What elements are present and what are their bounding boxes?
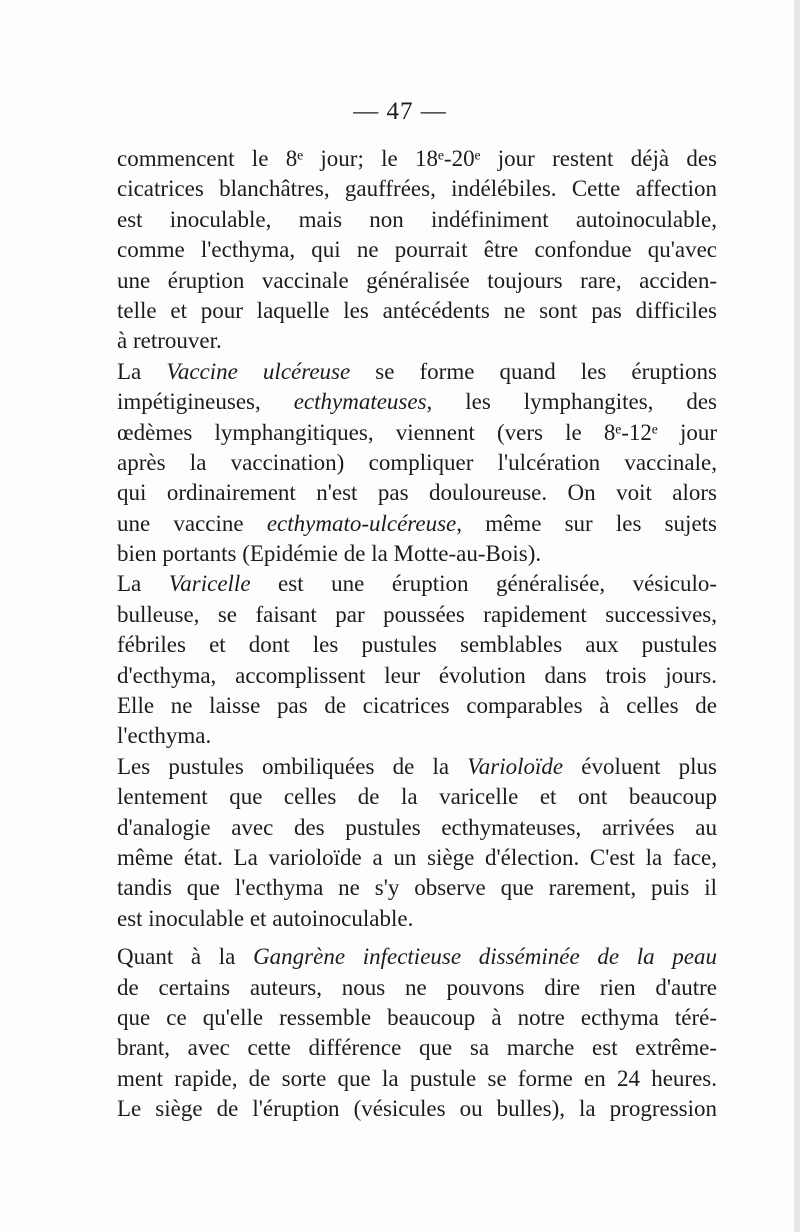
text-line: après la vaccination) compliquer l'ulcération vaccinale,	[117, 449, 717, 475]
italic-term: Vaccine ulcéreuse	[166, 358, 351, 384]
italic-term: Varioloïde	[467, 753, 564, 779]
text-segment: La	[117, 571, 169, 597]
paragraph-gap	[117, 934, 717, 942]
text-segment: impétigineuses,	[117, 389, 294, 415]
text-line: est inoculable, mais non indéfiniment autoinoculable,	[117, 206, 717, 232]
italic-term: Gangrène infectieuse disséminée de la peau	[253, 944, 718, 970]
paragraph	[117, 752, 717, 934]
text-segment: Quant à la	[117, 944, 254, 970]
paragraph	[117, 569, 717, 751]
text-line: Elle ne laisse pas de cicatrices comparables à celles de	[117, 693, 717, 719]
text-line: tandis que l'ecthyma ne s'y observe que rarement, puis il	[117, 875, 717, 901]
text-segment: se forme quand les éruptions	[350, 358, 717, 384]
text-line	[117, 569, 717, 599]
text-segment: Les pustules ombiliquées de la	[117, 753, 468, 779]
text-line: même état. La varioloïde a un siège d'élection. C'est la face,	[117, 844, 717, 870]
text-line: à retrouver.	[117, 328, 222, 354]
text-line: telle et pour laquelle les antécédents ne sont pas difficiles	[117, 297, 717, 323]
italic-term: ecthymato-ulcéreuse	[266, 510, 457, 536]
text-line: ment rapide, de sorte que la pustule se forme en 24 heures.	[117, 1065, 717, 1091]
text-line: d'ecthyma, accomplissent leur évolution dans trois jours.	[117, 662, 717, 688]
text-line: d'analogie avec des pustules ecthymateuses, arrivées au	[117, 814, 717, 840]
page-edge-shadow	[794, 0, 800, 1232]
text-line: œdèmes lymphangitiques, viennent (vers le 8ᵉ-12ᵉ jour	[117, 419, 717, 445]
text-line: commencent le 8ᵉ jour; le 18ᵉ-20ᵉ jour restent déjà des	[117, 146, 717, 171]
text-segment: La	[117, 358, 167, 384]
text-line: Le siège de l'éruption (vésicules ou bulles), la progression	[117, 1096, 717, 1122]
page-number: — 47 —	[353, 98, 447, 125]
text-line: cicatrices blanchâtres, gauffrées, indélébiles. Cette affection	[117, 176, 717, 202]
text-segment: évoluent plus	[563, 753, 717, 779]
text-line: lentement que celles de la varicelle et ont beaucoup	[117, 784, 717, 810]
text-line	[117, 387, 717, 417]
text-line: une éruption vaccinale généralisée toujours rare, acciden-	[117, 267, 717, 293]
paragraph	[117, 357, 717, 570]
body-text	[117, 144, 717, 1125]
text-segment: , les lymphangites, des	[426, 389, 718, 415]
text-line	[117, 752, 717, 782]
text-line	[117, 942, 717, 972]
text-line: fébriles et dont les pustules semblables aux pustules	[117, 632, 717, 658]
text-line: brant, avec cette différence que sa marche est extrême-	[117, 1035, 717, 1061]
text-line: bulleuse, se faisant par poussées rapidement successives,	[117, 601, 717, 627]
text-line: est inoculable et autoinoculable.	[117, 905, 414, 931]
paragraph	[117, 942, 717, 1124]
text-line: bien portants (Epidémie de la Motte-au-Bois).	[117, 541, 542, 567]
text-line: qui ordinairement n'est pas douloureuse. On voit alors	[117, 480, 717, 506]
italic-term: Varicelle	[168, 571, 251, 597]
text-segment: est une éruption généralisée, vésiculo-	[250, 571, 717, 597]
text-line: l'ecthyma.	[117, 723, 212, 749]
text-line: comme l'ecthyma, qui ne pourrait être confondue qu'avec	[117, 237, 717, 263]
text-line: que ce qu'elle ressemble beaucoup à notre ecthyma téré-	[117, 1004, 717, 1030]
text-line	[117, 509, 717, 539]
text-segment: une vaccine	[117, 510, 267, 536]
text-line	[117, 357, 717, 387]
text-segment: , même sur les sujets	[456, 510, 718, 536]
paragraph	[117, 144, 717, 357]
text-line: de certains auteurs, nous ne pouvons dire rien d'autre	[117, 974, 717, 1000]
italic-term: ecthymateuses	[293, 389, 427, 415]
